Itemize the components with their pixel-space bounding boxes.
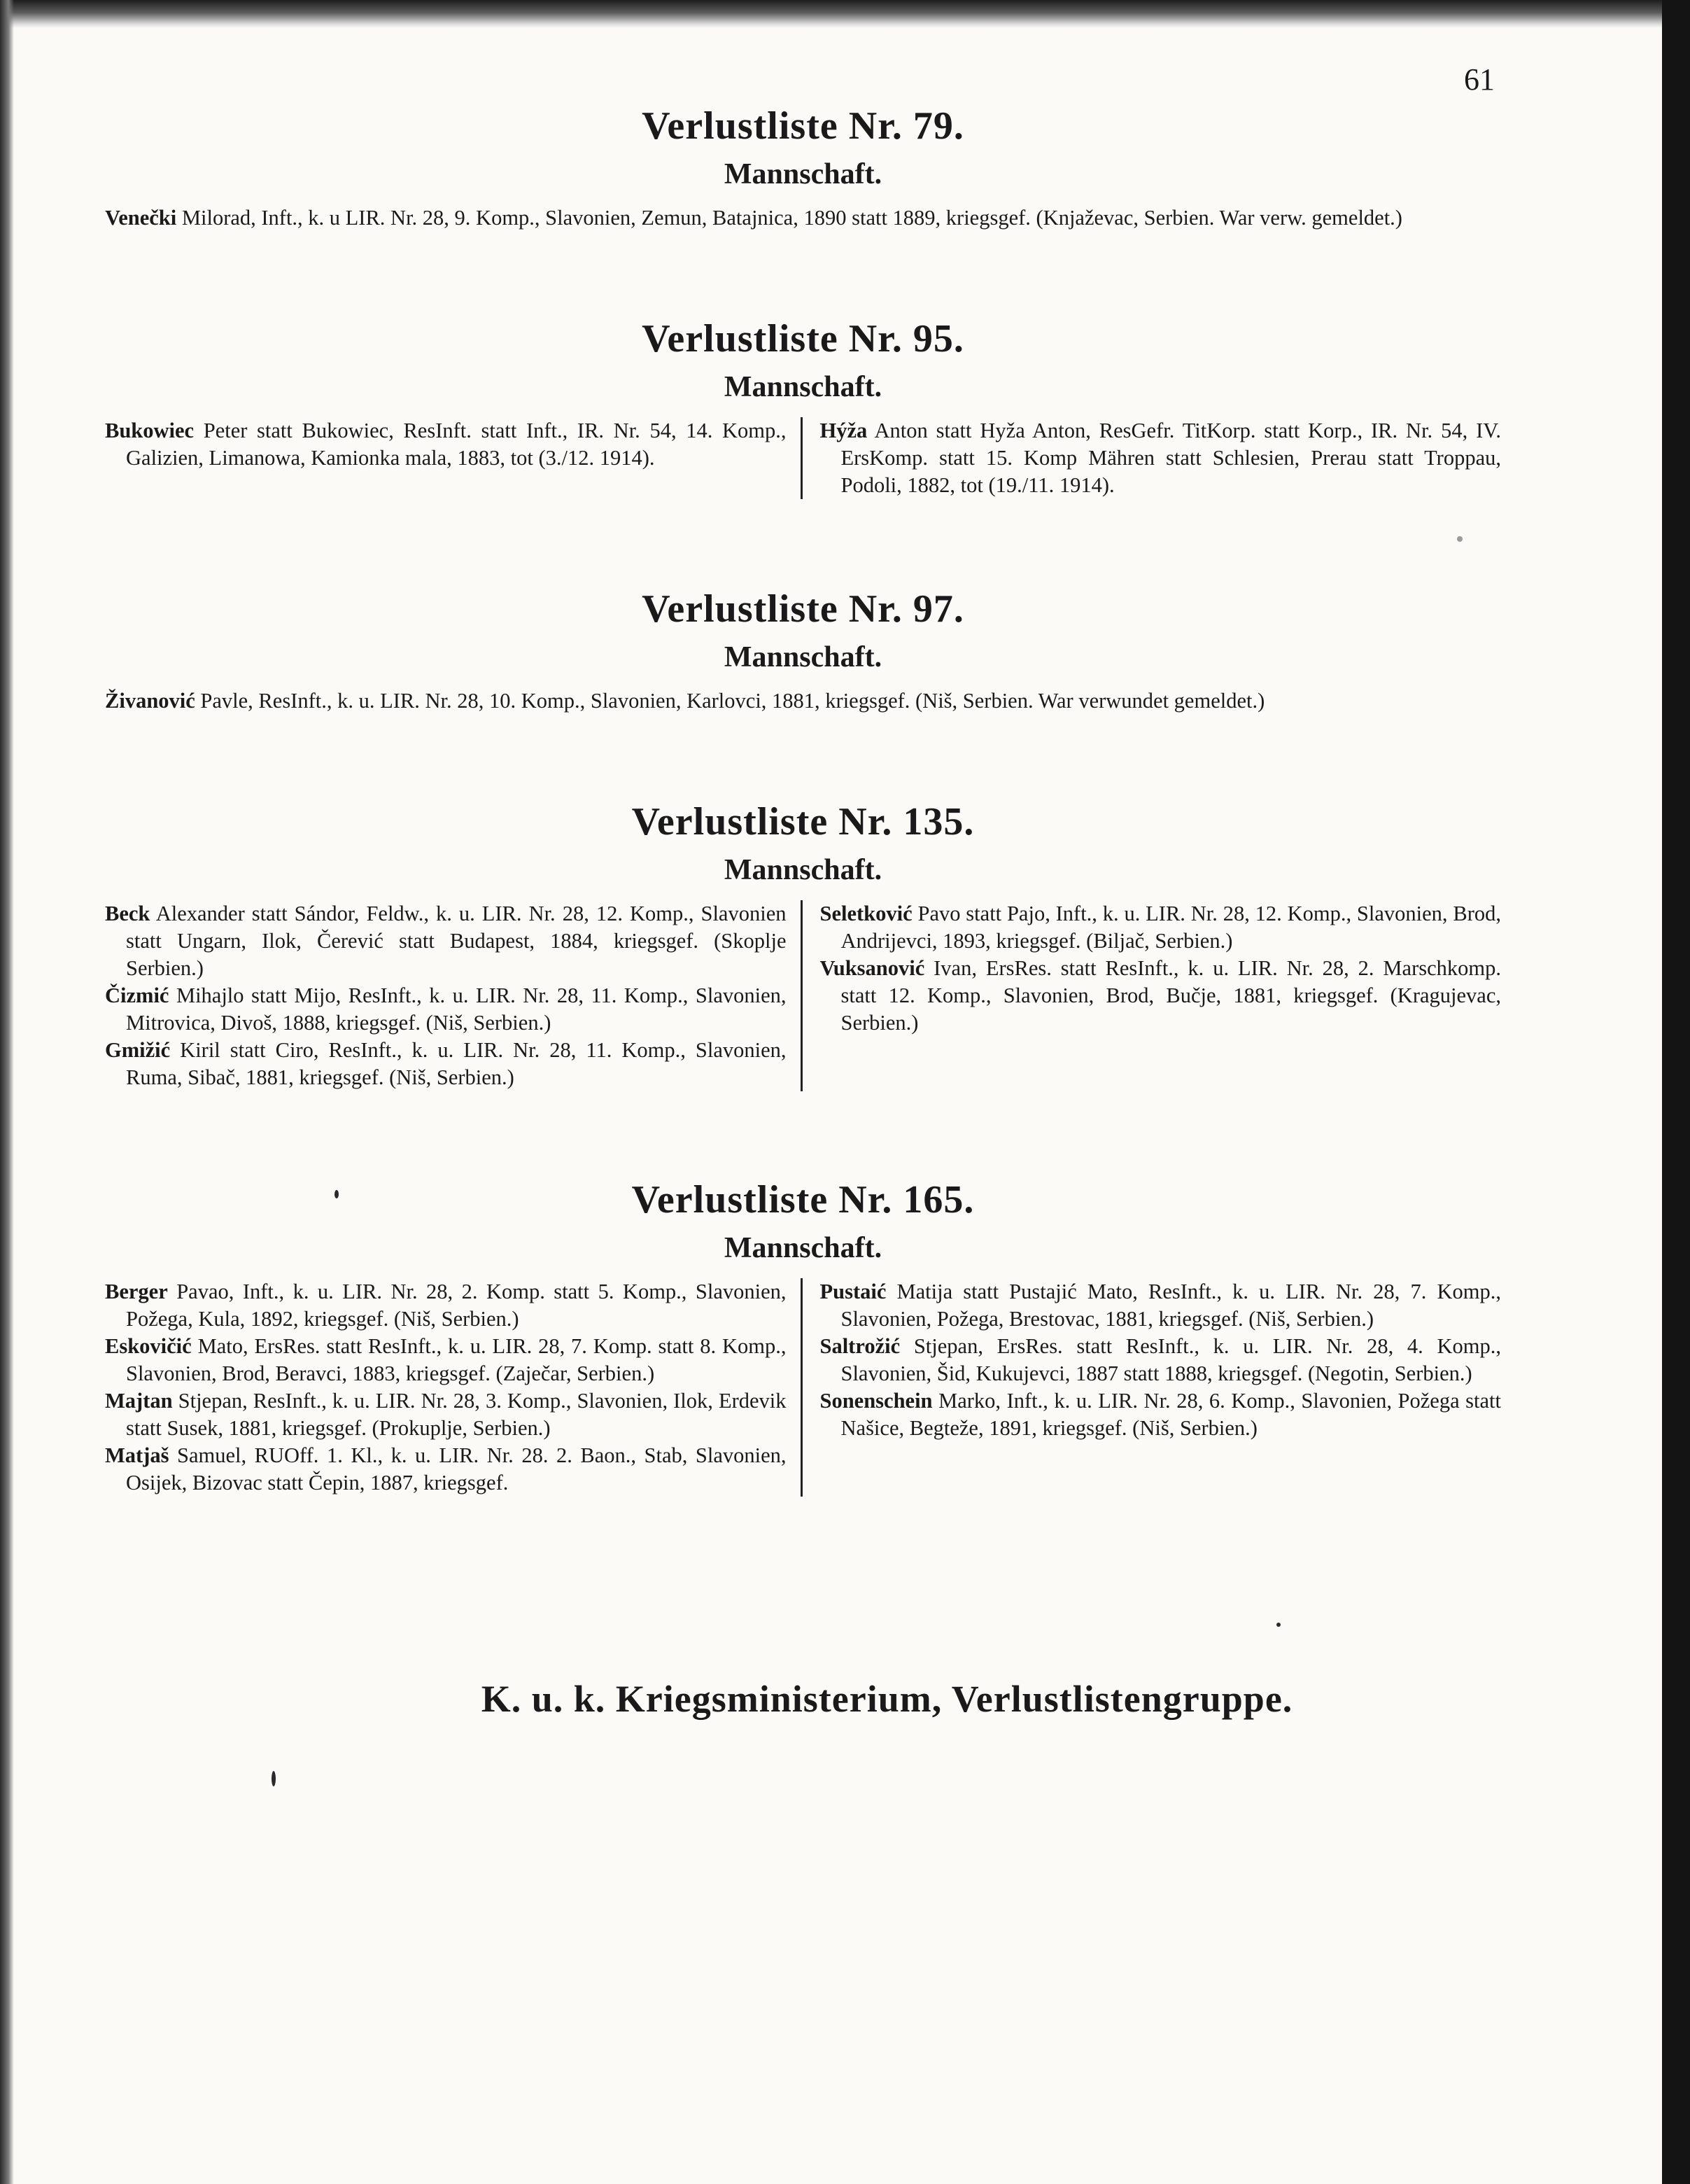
section-title: Verlustliste Nr. 97.	[642, 587, 964, 631]
casualty-entry	[105, 1387, 787, 1442]
casualty-entry	[820, 1333, 1502, 1387]
casualty-entry	[105, 417, 787, 472]
right-column	[803, 417, 1502, 499]
entry-name: Berger	[105, 1280, 168, 1303]
casualty-entry	[820, 1278, 1502, 1333]
section-list-165	[105, 1177, 1501, 1497]
entry-name: Seletković	[819, 902, 913, 925]
entry-name: Majtan	[105, 1389, 173, 1413]
entry-text: Pavao, Inft., k. u. LIR. Nr. 28, 2. Komp. statt 5. Komp., Slavonien, Požega, Kula, 1892, kriegsgef. (Niš, Serbien.)	[126, 1280, 787, 1331]
entry-text: Alexander statt Sándor, Feldw., k. u. LIR. Nr. 28, 12. Komp., Slavonien statt Ungarn, Ilok, Čerević statt Budapest, 1884, kriegsgef. (Skoplje Serbien.)	[126, 902, 787, 980]
entry-text: Ivan, ErsRes. statt ResInft., k. u. LIR. Nr. 28, 2. Marschkomp. statt 12. Komp., Slavonien, Brod, Bučje, 1881, kriegsgef. (Kragujevac, Serbien.)	[840, 956, 1501, 1035]
entry-text: Milorad, Inft., k. u LIR. Nr. 28, 9. Komp., Slavonien, Zemun, Batajnica, 1890 statt 1889, kriegsgef. (Knjaževac, Serbien. War verw. gemeldet.)	[176, 206, 1402, 230]
entry-name: Vuksanović	[819, 956, 925, 980]
section-subtitle: Mannschaft.	[724, 158, 882, 190]
entry-name: Eskovičić	[105, 1334, 192, 1358]
scan-edge-top	[0, 0, 1690, 28]
entry-name: Gmižić	[105, 1038, 171, 1062]
section-list-79	[105, 104, 1501, 232]
section-title: Verlustliste Nr. 165.	[631, 1178, 975, 1222]
casualty-entry	[105, 1333, 787, 1387]
section-list-97	[105, 587, 1501, 715]
entry-name: Bukowiec	[105, 419, 195, 442]
entry-text: Mato, ErsRes. statt ResInft., k. u. LIR. 28, 7. Komp. statt 8. Komp., Slavonien, Brod, Beravci, 1883, kriegsgef. (Zaječar, Serbien.)	[126, 1334, 787, 1385]
section-title: Verlustliste Nr. 95.	[642, 317, 964, 360]
entry-name: Saltrožić	[819, 1334, 901, 1358]
left-column	[105, 417, 803, 499]
footer-signature: K. u. k. Kriegsministerium, Verlustlistengruppe.	[481, 1678, 1293, 1720]
entry-name: Matjaš	[105, 1443, 169, 1467]
entry-text: Marko, Inft., k. u. LIR. Nr. 28, 6. Komp., Slavonien, Požega statt Našice, Begteže, 1891, kriegsgef. (Niš, Serbien.)	[840, 1389, 1501, 1440]
two-column-list	[105, 900, 1501, 1091]
scan-speck	[1457, 536, 1463, 542]
entry-name: Čizmić	[105, 983, 169, 1007]
two-column-list	[105, 1278, 1501, 1497]
scan-speck	[1276, 1623, 1281, 1627]
entry-text: Stjepan, ResInft., k. u. LIR. Nr. 28, 3. Komp., Slavonien, Ilok, Erdevik statt Susek, 1881, kriegsgef. (Prokuplje, Serbien.)	[126, 1389, 787, 1440]
right-column	[803, 1278, 1502, 1497]
left-column	[105, 1278, 803, 1497]
casualty-entry	[105, 1278, 787, 1333]
casualty-entry	[105, 204, 1501, 232]
section-title: Verlustliste Nr. 79.	[642, 104, 964, 148]
casualty-entry	[105, 900, 787, 982]
entry-name: Pustaić	[819, 1280, 887, 1303]
entry-name: Živanović	[105, 689, 195, 713]
entry-text: Stjepan, ErsRes. statt ResInft., k. u. LIR. Nr. 28, 4. Komp., Slavonien, Šid, Kukujevci, 1887 statt 1888, kriegsgef. (Negotin, Serbien.)	[840, 1334, 1501, 1385]
section-title: Verlustliste Nr. 135.	[631, 800, 975, 844]
section-subtitle: Mannschaft.	[724, 371, 882, 403]
casualty-entry	[820, 1387, 1502, 1442]
left-column	[105, 900, 803, 1091]
entry-text: Peter statt Bukowiec, ResInft. statt Inft., IR. Nr. 54, 14. Komp., Galizien, Limanowa, Kamionka mala, 1883, tot (3./12. 1914).	[126, 419, 787, 470]
entry-name: Sonenschein	[819, 1389, 933, 1413]
casualty-entry	[820, 900, 1502, 955]
casualty-entry	[105, 1442, 787, 1497]
entry-name: Venečki	[105, 206, 177, 230]
entry-text: Pavo statt Pajo, Inft., k. u. LIR. Nr. 28, 12. Komp., Slavonien, Brod, Andrijevci, 1893, kriegsgef. (Biljač, Serbien.)	[840, 902, 1501, 953]
section-list-95	[105, 316, 1501, 499]
section-subtitle: Mannschaft.	[724, 854, 882, 886]
section-subtitle: Mannschaft.	[724, 641, 882, 673]
scan-edge-right	[1662, 0, 1690, 2184]
casualty-entry	[105, 982, 787, 1037]
casualty-entry	[105, 687, 1501, 715]
entry-text: Anton statt Hyža Anton, ResGefr. TitKorp. statt Korp., IR. Nr. 54, IV. ErsKomp. statt 15. Komp Mähren statt Schlesien, Prerau statt Troppau, Podoli, 1882, tot (19./11. 1914).	[840, 419, 1501, 497]
entry-text: Mihajlo statt Mijo, ResInft., k. u. LIR. Nr. 28, 11. Komp., Slavonien, Mitrovica, Divoš, 1888, kriegsgef. (Niš, Serbien.)	[126, 983, 787, 1035]
scan-speck	[272, 1771, 276, 1786]
casualty-entry	[105, 1037, 787, 1091]
entry-text: Kiril statt Ciro, ResInft., k. u. LIR. Nr. 28, 11. Komp., Slavonien, Ruma, Sibač, 1881, kriegsgef. (Niš, Serbien.)	[126, 1038, 787, 1089]
entry-name: Beck	[105, 902, 150, 925]
casualty-entry	[820, 417, 1502, 499]
entry-text: Matija statt Pustajić Mato, ResInft., k. u. LIR. Nr. 28, 7. Komp., Slavonien, Požega, Brestovac, 1881, kriegsgef. (Niš, Serbien.)	[840, 1280, 1501, 1331]
entry-name: Hýža	[819, 419, 868, 442]
casualty-entry	[820, 955, 1502, 1037]
entry-text: Pavle, ResInft., k. u. LIR. Nr. 28, 10. Komp., Slavonien, Karlovci, 1881, kriegsgef. (Niš, Serbien. War verwundet gemeldet.)	[195, 689, 1265, 713]
section-subtitle: Mannschaft.	[724, 1232, 882, 1264]
two-column-list	[105, 417, 1501, 499]
scan-edge-left	[0, 0, 14, 2184]
right-column	[803, 900, 1502, 1091]
page-number: 61	[1464, 62, 1495, 97]
section-list-135	[105, 799, 1501, 1091]
entry-text: Samuel, RUOff. 1. Kl., k. u. LIR. Nr. 28. 2. Baon., Stab, Slavonien, Osijek, Bizovac statt Čepin, 1887, kriegsgef.	[126, 1443, 787, 1494]
scan-speck	[335, 1190, 339, 1198]
